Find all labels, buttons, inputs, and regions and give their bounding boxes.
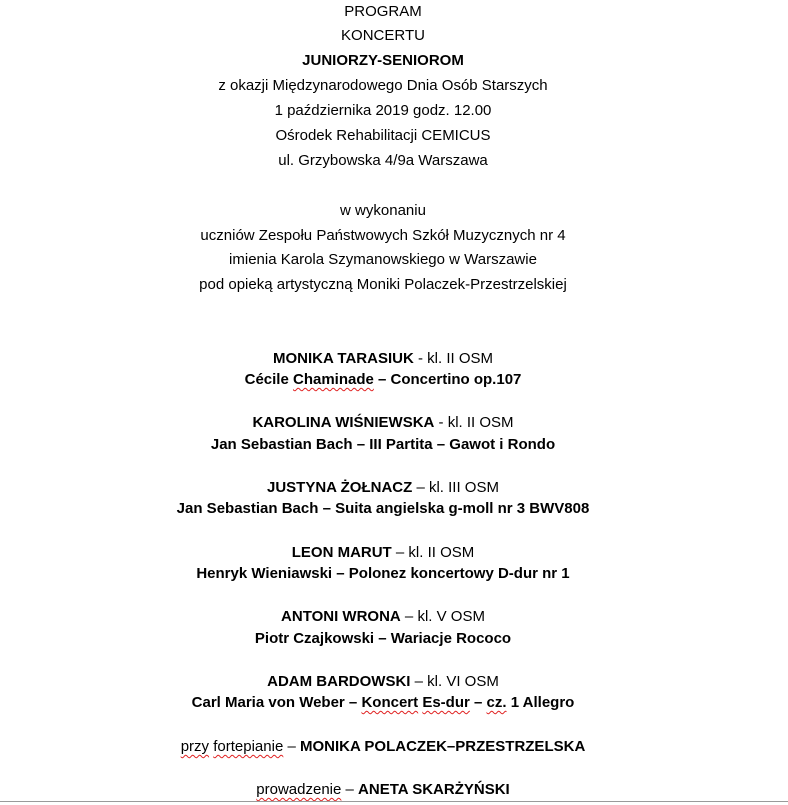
performer-name: KAROLINA WIŚNIEWSKA bbox=[252, 414, 435, 431]
dash: – bbox=[344, 694, 362, 711]
piece-line bbox=[0, 694, 766, 712]
movement-title: 1 Allegro bbox=[506, 694, 575, 711]
performer-name: MONIKA TARASIUK bbox=[272, 350, 414, 367]
class-separator: - bbox=[413, 350, 428, 367]
class-separator: – bbox=[400, 608, 418, 625]
piece-line bbox=[0, 371, 766, 389]
composer-name: Carl Maria von Weber bbox=[191, 694, 345, 711]
performer-name: ADAM BARDOWSKI bbox=[267, 673, 411, 690]
performer-line bbox=[0, 414, 766, 432]
accompaniment-separator: – bbox=[283, 738, 300, 755]
program-heading: PROGRAM bbox=[344, 3, 422, 20]
work-key: Es-dur bbox=[422, 694, 470, 711]
work-title: – Concertino op.107 bbox=[373, 371, 522, 388]
performer-name: LEON MARUT bbox=[291, 544, 392, 561]
performers-intro-2: uczniów Zespołu Państwowych Szkół Muzycznych nr 4 bbox=[200, 227, 566, 244]
class-separator: – bbox=[410, 673, 428, 690]
piece-line: Henryk Wieniawski – Polonez koncertowy D-dur nr 1 bbox=[196, 565, 570, 582]
movement-abbrev: cz. bbox=[486, 694, 507, 711]
koncertu-heading: KONCERTU bbox=[341, 27, 425, 44]
performer-name: ANTONI WRONA bbox=[281, 608, 401, 625]
piece-line: Jan Sebastian Bach – Suita angielska g-moll nr 3 BWV808 bbox=[176, 500, 590, 517]
work-title-part: Koncert bbox=[361, 694, 419, 711]
class-separator: – bbox=[391, 544, 409, 561]
accompanist-name: MONIKA POLACZEK–PRZESTRZELSKA bbox=[299, 738, 586, 755]
performer-class: kl. II OSM bbox=[427, 350, 493, 367]
host-separator: – bbox=[341, 781, 359, 798]
host-line bbox=[0, 781, 766, 799]
occasion-line: z okazji Międzynarodowego Dnia Osób Starszych bbox=[218, 77, 548, 94]
piece-line: Jan Sebastian Bach – III Partita – Gawot i Rondo bbox=[210, 436, 556, 453]
performer-line bbox=[0, 544, 766, 562]
accompaniment-line bbox=[0, 738, 766, 756]
performer-line bbox=[0, 673, 766, 691]
dash: – bbox=[469, 694, 487, 711]
performers-intro-4: pod opieką artystyczną Moniki Polaczek-Przestrzelskiej bbox=[199, 276, 567, 293]
class-separator: – bbox=[412, 479, 429, 496]
date-line: 1 października 2019 godz. 12.00 bbox=[274, 102, 492, 119]
performer-class: kl. V OSM bbox=[417, 608, 485, 625]
piece-line: Piotr Czajkowski – Wariacje Rococo bbox=[254, 630, 512, 647]
performer-line bbox=[0, 608, 766, 626]
accompaniment-label-b: fortepianie bbox=[213, 738, 284, 755]
concert-title: JUNIORZY-SENIOROM bbox=[302, 52, 464, 69]
performer-name: JUSTYNA ŻOŁNACZ bbox=[267, 479, 413, 496]
performer-class: kl. VI OSM bbox=[427, 673, 499, 690]
performer-line bbox=[0, 350, 766, 368]
venue-line: Ośrodek Rehabilitacji CEMICUS bbox=[275, 127, 491, 144]
page-bottom-rule bbox=[0, 801, 788, 802]
performer-class: kl. III OSM bbox=[428, 479, 499, 496]
host-name: ANETA SKARŻYŃSKI bbox=[358, 781, 510, 798]
composer-first-name: Cécile bbox=[244, 371, 289, 388]
performer-class: kl. II OSM bbox=[447, 414, 514, 431]
class-separator: - bbox=[434, 414, 448, 431]
address-line: ul. Grzybowska 4/9a Warszawa bbox=[278, 152, 488, 169]
composer-last-name: Chaminade bbox=[292, 371, 374, 388]
performers-intro-3: imienia Karola Szymanowskiego w Warszawie bbox=[229, 251, 537, 268]
performer-class: kl. II OSM bbox=[408, 544, 475, 561]
host-label: prowadzenie bbox=[256, 781, 342, 798]
performer-line bbox=[0, 479, 766, 497]
performers-intro-1: w wykonaniu bbox=[340, 202, 426, 219]
accompaniment-label-a: przy bbox=[180, 738, 210, 755]
